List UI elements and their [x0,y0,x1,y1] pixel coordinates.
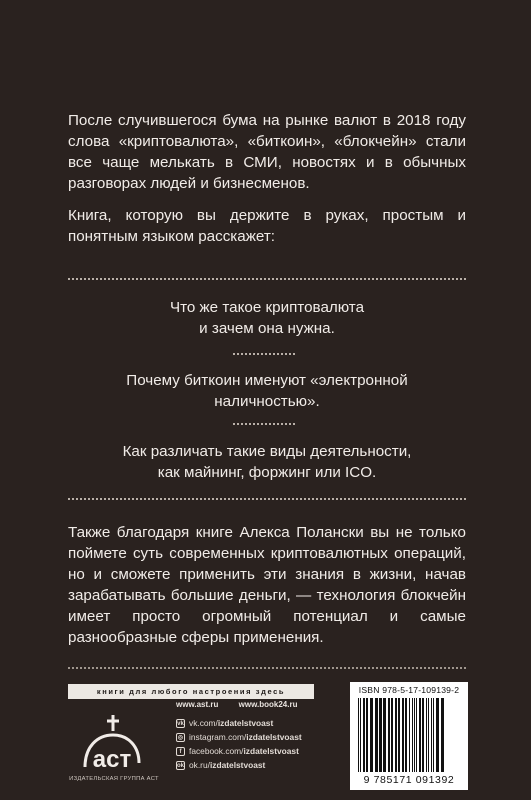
barcode-bar [395,698,397,772]
barcode-bar [414,698,415,772]
barcode-bar [358,698,359,772]
point-line: и зачем она нужна. [199,320,335,337]
intro-paragraph: После случившегося бума на рынке валют в 2018 году слова «криптовалюта», «биткоин», «блокчейн» стали все чаще мелькать в СМИ, новостях и в обычных разговорах людей и бизнесменов. [68,112,466,192]
barcode-bar [363,698,365,772]
social-link-instagram[interactable] [176,730,302,744]
social-links [176,716,302,772]
footer-divider [68,667,466,669]
point-line: Почему биткоин именуют «электронной [126,372,408,389]
social-link-ok[interactable] [176,758,302,772]
dotted-divider [68,498,466,500]
barcode-graphic [356,698,462,774]
point-line: Как различать такие виды деятельности, [122,443,412,460]
dotted-divider [68,278,466,280]
social-prefix: vk.com/ [189,718,218,728]
barcode-bar [391,698,393,772]
barcode-bar [360,698,361,772]
publisher-logo-text: аст [92,746,132,773]
facebook-icon: f [176,747,185,756]
site-link[interactable]: www.ast.ru [176,700,219,709]
point-line: Что же такое криптовалюта [169,299,365,316]
barcode-number: 9 785171 091392 [363,774,455,786]
social-link-vk[interactable] [176,716,302,730]
barcode-bar [428,698,429,772]
barcode-bar [436,698,439,772]
social-link-facebook[interactable] [176,744,302,758]
closing-paragraph: Также благодаря книге Алекса Полански вы не только поймете суть современных криптовалютных операций, но и сможете применить эти знания в жизни, начав зарабатывать большие деньги, — технология блокчейн имеет просто огромный потенциал и самые разнообразные сферы применения. [68,524,466,646]
barcode-bar [426,698,427,772]
barcode-bar [412,698,413,772]
social-prefix: facebook.com/ [189,746,244,756]
barcode-bar [441,698,444,772]
social-handle: izdatelstvoast [246,732,302,742]
barcode-bar [398,698,400,772]
point-item [68,441,466,483]
social-handle: izdatelstvoast [209,760,266,770]
website-links [176,700,315,709]
publisher-caption: ИЗДАТЕЛЬСКАЯ ГРУППА АСТ [69,776,159,782]
barcode-bar [383,698,386,772]
barcode-bar [431,698,432,772]
barcode-bar [419,698,421,772]
barcode-bar [402,698,404,772]
vk-icon: vk [177,720,184,727]
barcode-bar [416,698,417,772]
instagram-icon: ◎ [177,734,184,741]
publisher-logo [73,707,147,787]
barcode-bar [379,698,382,772]
dotted-divider [233,353,295,355]
barcode-bar [422,698,424,772]
lead-paragraph: Книга, которую вы держите в руках, простым и понятным языком расскажет: [68,207,466,245]
barcode-bar [433,698,434,772]
social-handle: izdatelstvoast [243,746,299,756]
dotted-divider [233,423,295,425]
ok-icon: ok [177,762,185,769]
barcode-bar [366,698,368,772]
point-line: наличностью». [214,393,320,410]
barcode-bar [405,698,407,772]
tagline-banner: книги для любого настроения здесь [68,684,314,699]
social-prefix: instagram.com/ [189,732,247,742]
isbn-label: ISBN 978-5-17-109139-2 [358,685,460,695]
social-prefix: ok.ru/ [189,760,210,770]
site-link[interactable]: www.book24.ru [238,700,298,709]
point-line: как майнинг, форжинг или ICO. [157,464,377,481]
point-item [68,297,466,339]
point-item [68,370,466,412]
barcode-bar [388,698,390,772]
barcode-bar [375,698,378,772]
barcode-panel [350,682,468,790]
barcode-bar [409,698,410,772]
barcode-bar [370,698,373,772]
social-handle: izdatelstvoast [217,718,274,728]
